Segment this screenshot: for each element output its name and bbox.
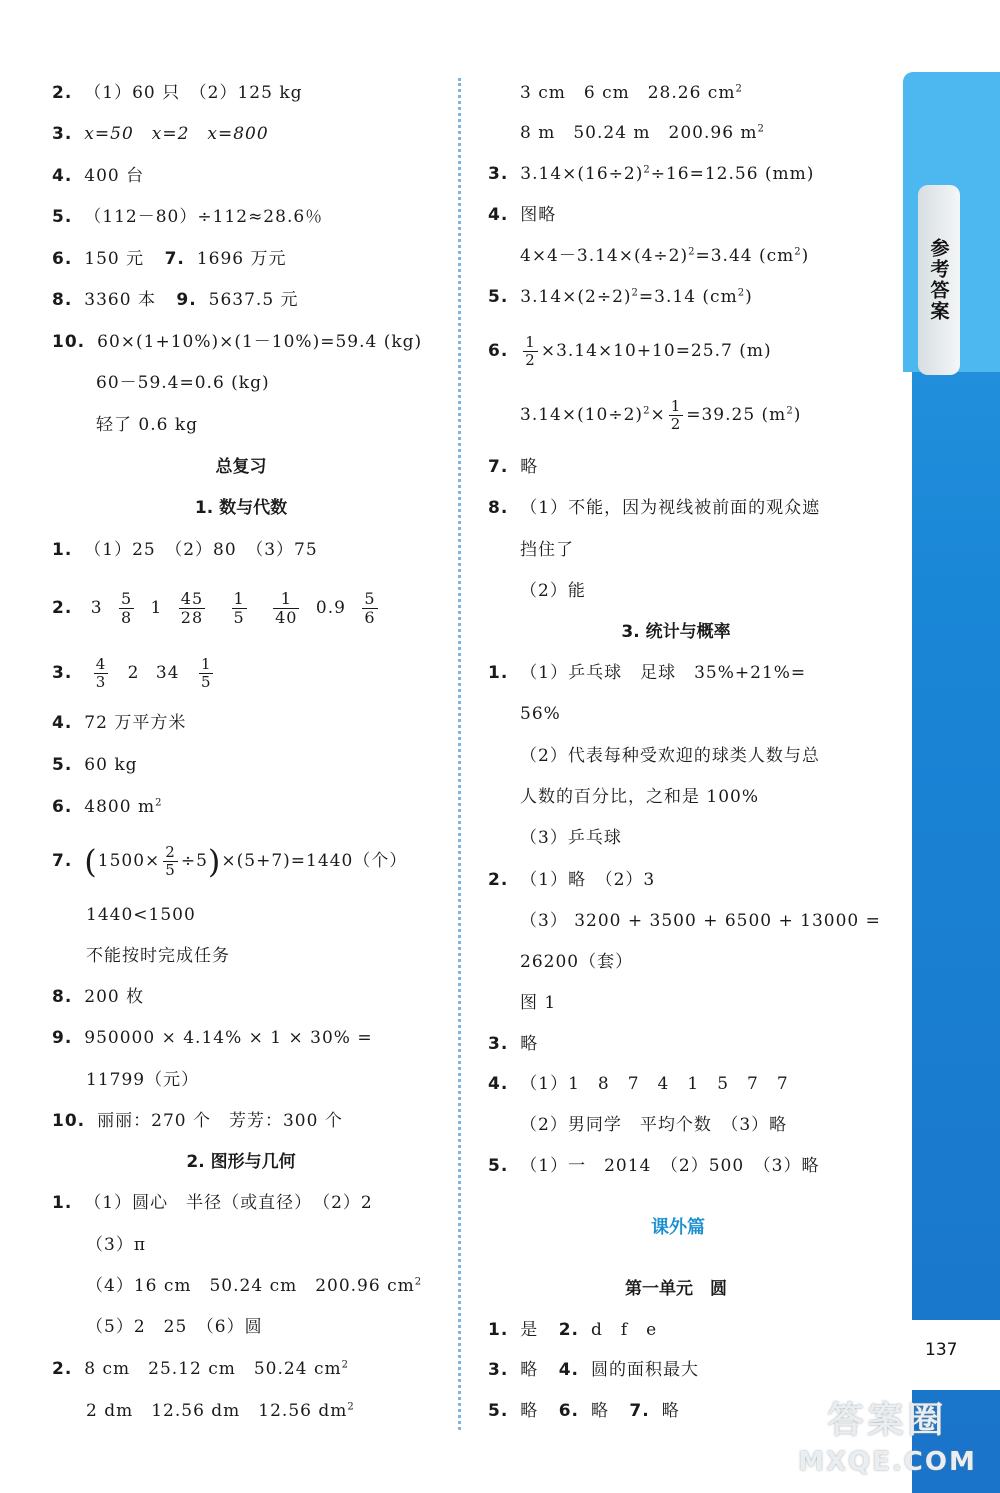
answer-text: 950000 × 4.14% × 1 × 30% = (84, 1028, 373, 1048)
answer-text: 略 (520, 1034, 539, 1054)
answer-text: × (650, 405, 666, 425)
numerator: 1 (200, 655, 212, 673)
answer-text: =3.44 (cm (695, 246, 795, 266)
answer-text: 3360 本 (84, 290, 156, 310)
answer-text: 丽丽：270 个 芳芳：300 个 (97, 1111, 343, 1131)
answer-line (52, 81, 303, 105)
answer-text: 略 (661, 1401, 680, 1421)
item-number: 3. (52, 124, 73, 144)
numerator: 45 (180, 589, 204, 608)
denominator: 2 (670, 415, 682, 433)
answer-line: 人数的百分比，之和是 100% (520, 787, 760, 807)
numerator: 1 (670, 397, 682, 415)
item-number: 3. (488, 1034, 509, 1054)
item-number: 6. (558, 1401, 579, 1421)
answer-text: （1）25 （2）80 （3）75 (84, 540, 318, 560)
answer-text: 0.9 (315, 598, 346, 618)
section-heading: 3. 统计与概率 (621, 622, 731, 642)
answer-line (52, 1026, 373, 1050)
answer-line: 60－59.4=0.6 (kg) (96, 373, 270, 393)
numerator: 5 (120, 589, 133, 608)
superscript: 2 (735, 83, 743, 95)
fraction (94, 656, 109, 691)
section-heading: 第一单元 圆 (625, 1279, 727, 1299)
superscript: 2 (757, 123, 765, 135)
band-top-gap (912, 0, 1000, 72)
answer-line (488, 455, 538, 479)
answer-text: 400 台 (84, 166, 145, 186)
answer-text: 3 (90, 598, 103, 618)
fraction (232, 590, 247, 627)
answer-line (52, 590, 388, 627)
item-number: 5. (488, 1401, 509, 1421)
item-number: 4. (488, 1074, 509, 1094)
answer-line (488, 868, 655, 892)
denominator: 5 (165, 861, 176, 879)
answer-line (488, 661, 806, 685)
answer-line (52, 330, 422, 354)
answer-text: （1）乒乓球 足球 35%+21%= (520, 663, 807, 683)
numerator: 1 (525, 333, 536, 351)
answer-text: （112－80）÷112≈28.6％ (84, 207, 324, 227)
answer-text: 60×(1+10%)×(1－10%)=59.4 (kg) (97, 332, 423, 352)
answer-line: （2）能 (520, 581, 586, 601)
fraction (362, 590, 377, 627)
answer-line (488, 1072, 789, 1096)
answer-text: 3.14×(16÷2) (520, 164, 644, 184)
answer-text: ×(5+7)=1440（个） (221, 851, 408, 871)
answer-text: =39.25 (m (686, 405, 787, 425)
answer-line (520, 121, 765, 145)
answer-text: 3.14×(10÷2) (520, 405, 644, 425)
answer-line (488, 1318, 657, 1342)
fraction (179, 590, 205, 627)
answer-text: ) (801, 246, 810, 266)
answer-line (488, 1399, 680, 1423)
item-number: 3. (488, 1360, 509, 1380)
answer-text: 1 (150, 598, 163, 618)
denominator: 2 (525, 351, 536, 369)
answer-line: 56% (520, 704, 561, 724)
answer-text: ÷16=12.56 (mm) (650, 164, 815, 184)
answer-line (520, 244, 809, 268)
item-number: 7. (488, 457, 509, 477)
item-number: 3. (52, 663, 73, 683)
answer-text: 略 (520, 457, 539, 477)
answer-line: 26200（套） (520, 952, 634, 972)
answer-line (52, 205, 323, 229)
answer-line: 11799（元） (86, 1070, 200, 1090)
superscript: 2 (786, 405, 794, 417)
answer-text: 图略 (520, 205, 557, 225)
answer-line (488, 162, 814, 186)
answer-line (52, 1357, 349, 1381)
answer-text: 150 元 (84, 249, 145, 269)
item-number: 5. (52, 755, 73, 775)
answer-line (488, 1032, 538, 1056)
item-number: 8. (488, 498, 509, 518)
answer-text: ) (745, 287, 753, 307)
answer-line (520, 81, 743, 105)
item-number: 2. (558, 1320, 579, 1340)
answer-line (488, 285, 753, 309)
page-number: 137 (925, 1340, 958, 1360)
item-number: 7. (52, 851, 73, 871)
item-number: 6. (488, 341, 509, 361)
answer-text: （1）1 8 7 4 1 5 7 7 (520, 1074, 789, 1094)
answer-line (488, 334, 772, 369)
item-number: 2. (488, 870, 509, 890)
answer-text: 略 (520, 1401, 539, 1421)
item-number: 7. (164, 249, 185, 269)
answer-line (52, 288, 299, 312)
item-number: 4. (558, 1360, 579, 1380)
answer-line (86, 1399, 355, 1423)
answer-line (52, 247, 287, 271)
item-number: 1. (488, 663, 509, 683)
denominator: 6 (364, 608, 376, 627)
denominator: 40 (275, 608, 298, 627)
item-number: 2. (52, 598, 73, 618)
item-number: 6. (52, 249, 73, 269)
fraction (523, 334, 538, 369)
section-tab-label: 参考答案 (927, 238, 950, 322)
answer-line (520, 398, 801, 433)
denominator: 5 (200, 673, 212, 691)
answer-line (488, 496, 820, 520)
answer-text: 1500× (97, 851, 161, 871)
answer-line: （3）乒乓球 (520, 828, 622, 848)
fraction (199, 656, 214, 691)
fraction (163, 844, 178, 879)
answer-text: 4×4－3.14×(4÷2) (520, 246, 689, 266)
answer-line (52, 1109, 343, 1133)
answer-text: （1）一 2014 （2）500 （3）略 (520, 1156, 820, 1176)
answer-line: （3）π (86, 1235, 146, 1255)
superscript: 2 (631, 287, 639, 299)
left-paren: ( (84, 842, 98, 881)
answer-text: 4800 m (84, 797, 156, 817)
section-heading: 2. 图形与几何 (186, 1152, 296, 1172)
answer-text: 72 万平方米 (84, 713, 187, 733)
answer-line (86, 1274, 422, 1298)
answer-text: （1）60 只 （2）125 kg (84, 83, 303, 103)
section-heading: 总复习 (215, 457, 267, 477)
answer-text: （4）16 cm 50.24 cm 200.96 cm (86, 1276, 415, 1296)
answer-text: 略 (520, 1360, 539, 1380)
item-number: 7. (629, 1401, 650, 1421)
fraction (669, 398, 684, 433)
superscript: 2 (794, 246, 802, 258)
answer-line (52, 753, 138, 777)
watermark-line1: 答案圈 (827, 1400, 948, 1441)
watermark-line2: MXQE.COM (798, 1447, 977, 1477)
superscript: 2 (643, 405, 651, 417)
superscript: 2 (643, 164, 651, 176)
denominator: 3 (95, 673, 107, 691)
answer-text: 8 cm 25.12 cm 50.24 cm (84, 1359, 342, 1379)
answer-line (52, 1191, 373, 1215)
denominator: 5 (233, 608, 245, 627)
superscript: 2 (737, 287, 746, 299)
answer-line (488, 203, 556, 227)
item-number: 9. (52, 1028, 73, 1048)
answer-line: （5）2 25 （6）圆 (86, 1317, 263, 1337)
answer-text: 3.14×(2÷2) (520, 287, 632, 307)
answer-text: 2 (127, 663, 140, 683)
answer-text: 是 (520, 1320, 539, 1340)
item-number: 5. (488, 1156, 509, 1176)
answer-text: 略 (591, 1401, 609, 1421)
item-number: 10. (52, 1111, 86, 1131)
answer-text: ÷5 (180, 851, 208, 871)
answer-line: 图 1 (520, 993, 557, 1013)
answer-line: 轻了 0.6 kg (96, 415, 199, 435)
answer-line (52, 985, 144, 1009)
superscript: 2 (414, 1276, 423, 1288)
item-number: 1. (52, 1193, 73, 1213)
answer-text: 5637.5 元 (208, 290, 299, 310)
numerator: 5 (364, 589, 376, 608)
numerator: 1 (233, 589, 245, 608)
superscript: 2 (155, 797, 163, 809)
answer-line (52, 711, 186, 735)
answer-text: ) (793, 405, 802, 425)
answer-line: 1440<1500 (86, 905, 196, 925)
fraction (119, 590, 134, 627)
answer-line (52, 656, 216, 691)
item-number: 5. (52, 207, 73, 227)
item-number: 2. (52, 83, 73, 103)
item-number: 4. (52, 166, 73, 186)
item-number: 3. (488, 164, 509, 184)
answer-line (488, 1358, 699, 1382)
denominator: 28 (180, 608, 204, 627)
answer-line: （2）男同学 平均个数 （3）略 (520, 1115, 788, 1135)
numerator: 4 (95, 655, 107, 673)
fraction (273, 590, 299, 627)
item-number: 5. (488, 287, 509, 307)
item-number: 1. (52, 540, 73, 560)
answer-text: ×3.14×10+10=25.7 (m) (540, 341, 772, 361)
answer-line: （3） 3200 + 3500 + 6500 + 13000 = (520, 911, 881, 931)
item-number: 8. (52, 987, 73, 1007)
denominator: 8 (120, 608, 133, 627)
answer-text: 1696 万元 (196, 249, 287, 269)
section-tab[interactable] (918, 185, 960, 375)
item-number: 6. (52, 797, 73, 817)
item-number: 9. (176, 290, 197, 310)
answer-text: 圆的面积最大 (591, 1360, 699, 1380)
answer-text: 34 (155, 663, 180, 683)
right-paren: ) (207, 842, 222, 881)
answer-text: （1）不能，因为视线被前面的观众遮 (520, 498, 821, 518)
answer-text: =3.14 (cm (638, 287, 738, 307)
numerator: 2 (165, 843, 176, 861)
item-number: 4. (52, 713, 73, 733)
answer-text: 3 cm 6 cm 28.26 cm (520, 83, 736, 103)
answer-line (52, 538, 318, 562)
numerator: 1 (273, 590, 299, 609)
answer-text: （1）圆心 半径（或直径） （2）2 (84, 1193, 373, 1213)
answer-line: （2）代表每种受欢迎的球类人数与总 (520, 746, 820, 766)
section-heading: 1. 数与代数 (194, 498, 288, 518)
item-number: 8. (52, 290, 73, 310)
answer-text: 8 m 50.24 m 200.96 m (520, 123, 758, 143)
answer-text: 60 kg (84, 755, 138, 775)
superscript: 2 (347, 1401, 355, 1413)
item-number: 1. (488, 1320, 509, 1340)
answer-line: 不能按时完成任务 (86, 946, 230, 966)
answer-line (52, 795, 162, 819)
answer-text: 2 dm 12.56 dm 12.56 dm (86, 1401, 348, 1421)
answer-line (488, 1154, 819, 1178)
watermark (780, 1392, 995, 1488)
answer-line (52, 122, 269, 146)
answer-line (52, 164, 144, 188)
column-divider (458, 78, 461, 1430)
answer-line (52, 843, 407, 879)
answer-text: 200 枚 (84, 987, 145, 1007)
section-heading-extracurricular: 课外篇 (651, 1217, 705, 1238)
answer-text: d f e (591, 1320, 658, 1340)
item-number: 4. (488, 205, 509, 225)
superscript: 2 (341, 1359, 349, 1371)
answer-line: 挡住了 (520, 540, 574, 560)
item-number: 2. (52, 1359, 73, 1379)
superscript: 2 (688, 246, 696, 258)
answer-text: （1）略 （2）3 (520, 870, 656, 890)
item-number: 10. (52, 332, 86, 352)
answer-text: x=50 x=2 x=800 (84, 124, 269, 144)
